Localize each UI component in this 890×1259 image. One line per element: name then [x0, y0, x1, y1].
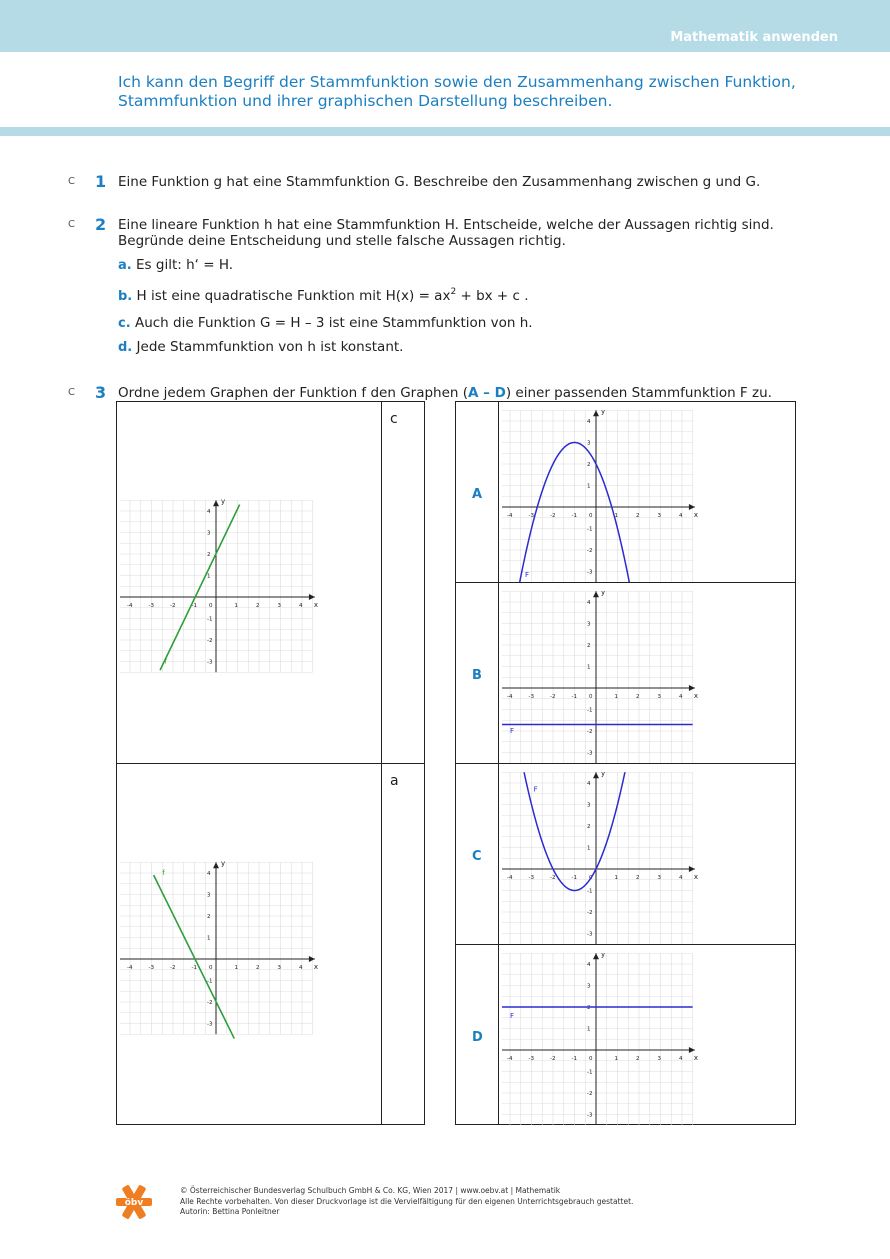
x-tick-label: -3: [528, 875, 534, 881]
y-tick-label: 3: [207, 530, 211, 537]
y-tick-label: 2: [587, 824, 591, 830]
x-tick-label: -1: [571, 513, 577, 519]
y-tick-label: -1: [207, 616, 213, 623]
x-tick-label: 0: [589, 875, 593, 881]
x-tick-label: -2: [550, 1056, 556, 1062]
x-tick-label: 1: [614, 513, 618, 519]
y-tick-label: -2: [587, 910, 593, 916]
task-number: 3: [95, 383, 107, 402]
function-graph-2: [120, 860, 320, 1040]
statement-text: Auch die Funktion G = H – 3 ist eine Stammfunktion von h.: [134, 315, 533, 331]
x-axis-label: x: [693, 1054, 698, 1062]
x-tick-label: 0: [589, 694, 593, 700]
y-tick-label: -1: [587, 707, 593, 714]
table-row-divider: [455, 582, 796, 583]
table-row-divider: [116, 763, 425, 764]
statement-d: [118, 339, 403, 356]
y-tick-label: 1: [207, 935, 211, 942]
x-tick-label: 3: [277, 603, 281, 609]
y-axis-arrow: [593, 953, 599, 959]
x-tick-label: -2: [170, 603, 176, 609]
x-tick-label: -1: [571, 875, 577, 881]
y-tick-label: -1: [207, 978, 213, 985]
x-tick-label: 1: [234, 603, 238, 609]
divider-band: [0, 127, 890, 136]
y-axis-arrow: [593, 410, 599, 416]
x-axis-arrow: [689, 685, 695, 691]
statement-letter: d.: [118, 340, 133, 355]
y-tick-label: 3: [587, 621, 591, 628]
y-tick-label: -2: [207, 638, 213, 644]
task-number: 1: [95, 172, 107, 191]
y-axis-label: y: [601, 772, 606, 778]
x-tick-label: 0: [209, 603, 213, 609]
table-row-divider: [455, 944, 796, 945]
footer-copyright: © Österreichischer Bundesverlag Schulbuch GmbH & Co. KG, Wien 2017 | www.oebv.at | Mathematik: [180, 1186, 561, 1195]
exponent: 2: [450, 287, 457, 297]
y-axis-arrow: [213, 862, 219, 868]
y-tick-label: 3: [587, 802, 591, 809]
x-tick-label: -4: [507, 1056, 513, 1062]
y-tick-label: -1: [587, 1069, 593, 1076]
x-tick-label: 0: [209, 965, 213, 971]
y-tick-label: 2: [587, 462, 591, 468]
y-tick-label: 1: [587, 664, 591, 671]
x-axis-arrow: [689, 1047, 695, 1053]
graph-label-d: D: [472, 1030, 483, 1045]
y-tick-label: -1: [587, 526, 593, 533]
F-label: F: [510, 1011, 515, 1020]
statement-letter: b.: [118, 289, 133, 304]
task-number: 2: [95, 215, 107, 234]
statement-text-end: + bx + c .: [456, 288, 529, 304]
f-line: [160, 505, 240, 671]
f-line: [154, 875, 235, 1038]
x-axis-label: x: [693, 511, 698, 519]
x-tick-label: 1: [614, 1056, 618, 1062]
task-level: C: [68, 387, 75, 398]
y-tick-label: -2: [587, 548, 593, 554]
x-tick-label: 0: [589, 1056, 593, 1062]
task-text-line-2: Begründe deine Entscheidung und stelle falsche Aussagen richtig.: [118, 233, 566, 249]
y-axis-arrow: [593, 591, 599, 597]
x-tick-label: -4: [127, 965, 133, 971]
y-tick-label: -3: [587, 1112, 593, 1119]
x-tick-label: -3: [148, 603, 154, 609]
statement-letter: a.: [118, 258, 132, 273]
x-tick-label: 0: [589, 513, 593, 519]
x-tick-label: 3: [657, 694, 661, 700]
x-tick-label: 4: [299, 603, 303, 609]
footer-rights: Alle Rechte vorbehalten. Von dieser Druckvorlage ist die Vervielfältigung für den eigenen Unterrichtsgebrauch gestattet.: [180, 1196, 634, 1206]
x-tick-label: -1: [571, 694, 577, 700]
graph-label-c: C: [472, 849, 482, 864]
x-tick-label: 2: [636, 694, 640, 700]
x-tick-label: -2: [170, 965, 176, 971]
y-tick-label: 4: [207, 871, 211, 877]
task-text-start: Ordne jedem Graphen der Funktion f den Graphen (: [118, 385, 469, 401]
y-tick-label: 1: [587, 1026, 591, 1033]
footer: [180, 1186, 633, 1218]
y-tick-label: -1: [587, 888, 593, 895]
x-tick-label: -2: [550, 875, 556, 881]
y-tick-label: 4: [207, 509, 211, 515]
x-tick-label: 1: [614, 694, 618, 700]
y-axis-arrow: [213, 500, 219, 506]
task-level: C: [68, 219, 75, 230]
x-tick-label: -4: [507, 694, 513, 700]
x-tick-label: 4: [299, 965, 303, 971]
f-label: f: [164, 657, 167, 666]
objective-line-2: Stammfunktion und ihrer graphischen Darstellung beschreiben.: [118, 92, 613, 110]
graph-label-b: B: [472, 668, 482, 683]
y-tick-label: -2: [587, 1091, 593, 1097]
x-tick-label: 2: [256, 965, 260, 971]
graph-label-a: A: [472, 487, 483, 502]
y-tick-label: 2: [207, 914, 211, 920]
oebv-logo: [115, 1183, 153, 1221]
y-tick-label: 3: [587, 983, 591, 990]
y-tick-label: -3: [587, 931, 593, 938]
F-label: F: [525, 570, 530, 579]
x-tick-label: 3: [277, 965, 281, 971]
antiderivative-graph-c: [502, 772, 702, 944]
function-graph-1: [120, 498, 320, 678]
y-tick-label: 4: [587, 962, 591, 968]
task-text: [118, 385, 772, 402]
task-text: Eine Funktion g hat eine Stammfunktion G. Beschreibe den Zusammenhang zwischen g und G.: [118, 174, 761, 190]
y-tick-label: 4: [587, 600, 591, 606]
x-tick-label: -4: [507, 513, 513, 519]
y-tick-label: 1: [207, 573, 211, 580]
x-tick-label: 4: [679, 694, 683, 700]
y-tick-label: 3: [207, 892, 211, 899]
section-label: Mathematik anwenden: [670, 30, 838, 45]
y-axis-label: y: [601, 591, 606, 597]
F-label: F: [510, 727, 515, 736]
y-tick-label: -2: [207, 1000, 213, 1006]
y-tick-label: 2: [587, 1005, 591, 1011]
x-tick-label: 1: [614, 875, 618, 881]
y-axis-label: y: [601, 953, 606, 959]
task-level: C: [68, 176, 75, 187]
x-tick-label: -3: [528, 694, 534, 700]
x-tick-label: -3: [148, 965, 154, 971]
x-tick-label: 3: [657, 513, 661, 519]
statement-text: Jede Stammfunktion von h ist konstant.: [136, 339, 404, 355]
y-axis-label: y: [221, 498, 226, 506]
y-tick-label: -3: [587, 569, 593, 576]
x-tick-label: 3: [657, 875, 661, 881]
y-tick-label: 1: [587, 483, 591, 490]
x-axis-label: x: [693, 692, 698, 700]
task-text-end: ) einer passenden Stammfunktion F zu.: [505, 385, 772, 401]
antiderivative-graph-a: [502, 410, 702, 582]
x-axis-label: x: [313, 963, 318, 971]
antiderivative-graph-b: [502, 591, 702, 763]
x-tick-label: 1: [234, 965, 238, 971]
x-tick-label: -1: [191, 965, 197, 971]
answer-cell[interactable]: c: [390, 411, 398, 427]
x-tick-label: 2: [256, 603, 260, 609]
y-tick-label: 2: [587, 643, 591, 649]
learning-objective: [118, 73, 838, 111]
task-text-range: A – D: [468, 385, 506, 401]
x-tick-label: 4: [679, 1056, 683, 1062]
x-tick-label: -3: [528, 1056, 534, 1062]
y-tick-label: 2: [207, 552, 211, 558]
y-tick-label: 4: [587, 419, 591, 425]
x-tick-label: -2: [550, 513, 556, 519]
x-axis-arrow: [309, 594, 315, 600]
y-tick-label: 4: [587, 781, 591, 787]
x-tick-label: -2: [550, 694, 556, 700]
y-axis-arrow: [593, 772, 599, 778]
F-label: F: [533, 785, 538, 794]
y-tick-label: -2: [587, 729, 593, 735]
x-axis-label: x: [693, 873, 698, 881]
y-tick-label: 3: [587, 440, 591, 447]
x-tick-label: -1: [191, 603, 197, 609]
x-tick-label: -4: [507, 875, 513, 881]
x-tick-label: -1: [571, 1056, 577, 1062]
y-axis-label: y: [601, 410, 606, 416]
statement-text: Es gilt: h‘ = H.: [136, 257, 234, 273]
y-axis-label: y: [221, 860, 226, 868]
table-row-divider: [455, 763, 796, 764]
x-tick-label: 3: [657, 1056, 661, 1062]
x-tick-label: 4: [679, 875, 683, 881]
x-axis-label: x: [313, 601, 318, 609]
objective-line-1: Ich kann den Begriff der Stammfunktion sowie den Zusammenhang zwischen Funktion,: [118, 73, 796, 91]
statement-b: [118, 288, 529, 307]
antiderivative-graph-d: [502, 953, 702, 1125]
statement-text: H ist eine quadratische Funktion mit H(x) = ax: [136, 288, 451, 304]
task-text-line-1: Eine lineare Funktion h hat eine Stammfunktion H. Entscheide, welche der Aussagen richtig sind.: [118, 217, 774, 233]
x-tick-label: -3: [528, 513, 534, 519]
y-tick-label: 1: [587, 845, 591, 852]
statement-a: [118, 257, 233, 274]
x-axis-arrow: [689, 504, 695, 510]
y-tick-label: -3: [207, 659, 213, 666]
x-axis-arrow: [309, 956, 315, 962]
y-tick-label: -3: [587, 750, 593, 757]
x-tick-label: 2: [636, 513, 640, 519]
x-tick-label: 2: [636, 1056, 640, 1062]
f-label: f: [162, 869, 165, 878]
x-tick-label: -4: [127, 603, 133, 609]
footer-author: Autorin: Bettina Ponleitner: [180, 1207, 280, 1216]
answer-cell[interactable]: a: [390, 773, 399, 789]
y-tick-label: -3: [207, 1021, 213, 1028]
x-tick-label: 4: [679, 513, 683, 519]
F-curve: [502, 772, 693, 891]
statement-letter: c.: [118, 316, 131, 331]
logo-text: öbv: [124, 1198, 144, 1208]
statement-c: [118, 315, 533, 332]
x-axis-arrow: [689, 866, 695, 872]
x-tick-label: 2: [636, 875, 640, 881]
